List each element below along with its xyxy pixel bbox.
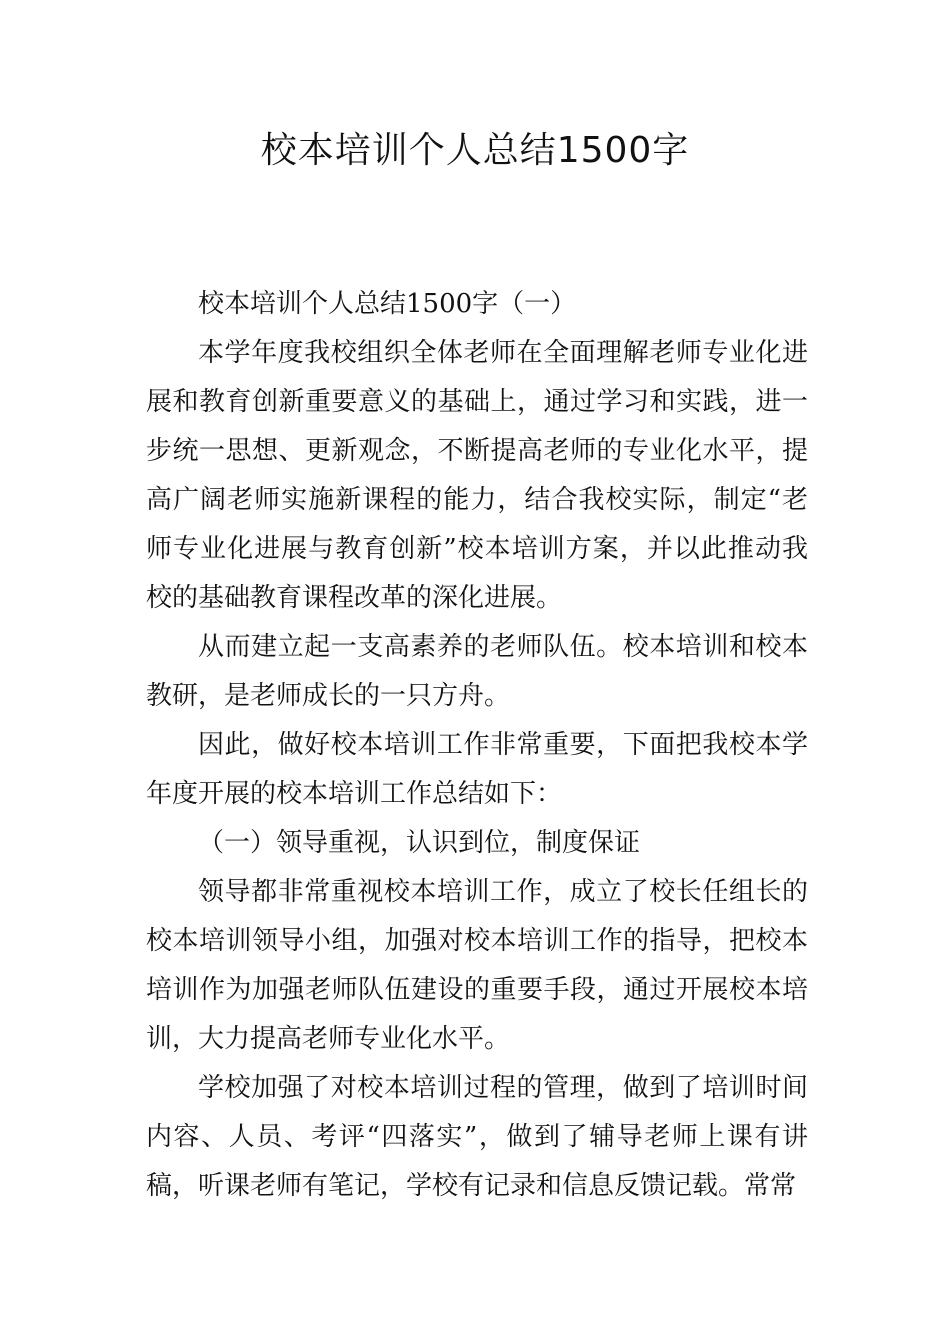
section-heading: 校本培训个人总结1500字（一） [198,289,577,319]
document-body [146,280,808,1211]
document-title: 校本培训个人总结1500字 [260,130,690,171]
paragraph: 因此，做好校本培训工作非常重要，下面把我校本学年度开展的校本培训工作总结如下： [146,730,808,809]
paragraph: 领导都非常重视校本培训工作，成立了校长任组长的校本培训领导小组，加强对校本培训工作的指导，把校本培训作为加强老师队伍建设的重要手段，通过开展校本培训，大力提高老师专业化水平。 [146,877,808,1054]
subsection-heading: （一）领导重视，认识到位，制度保证 [198,828,641,858]
paragraph: 本学年度我校组织全体老师在全面理解老师专业化进展和教育创新重要意义的基础上，通过学习和实践，进一步统一思想、更新观念，不断提高老师的专业化水平，提高广阔老师实施新课程的能力，结合我校实际，制定“老师专业化进展与教育创新”校本培训方案，并以此推动我校的基础教育课程改革的深化进展。 [146,338,808,613]
paragraph: 学校加强了对校本培训过程的管理，做到了培训时间内容、人员、考评“四落实”，做到了辅导老师上课有讲稿，听课老师有笔记，学校有记录和信息反馈记载。常常 [146,1073,808,1201]
paragraph: 从而建立起一支高素养的老师队伍。校本培训和校本教研，是老师成长的一只方舟。 [146,632,808,711]
